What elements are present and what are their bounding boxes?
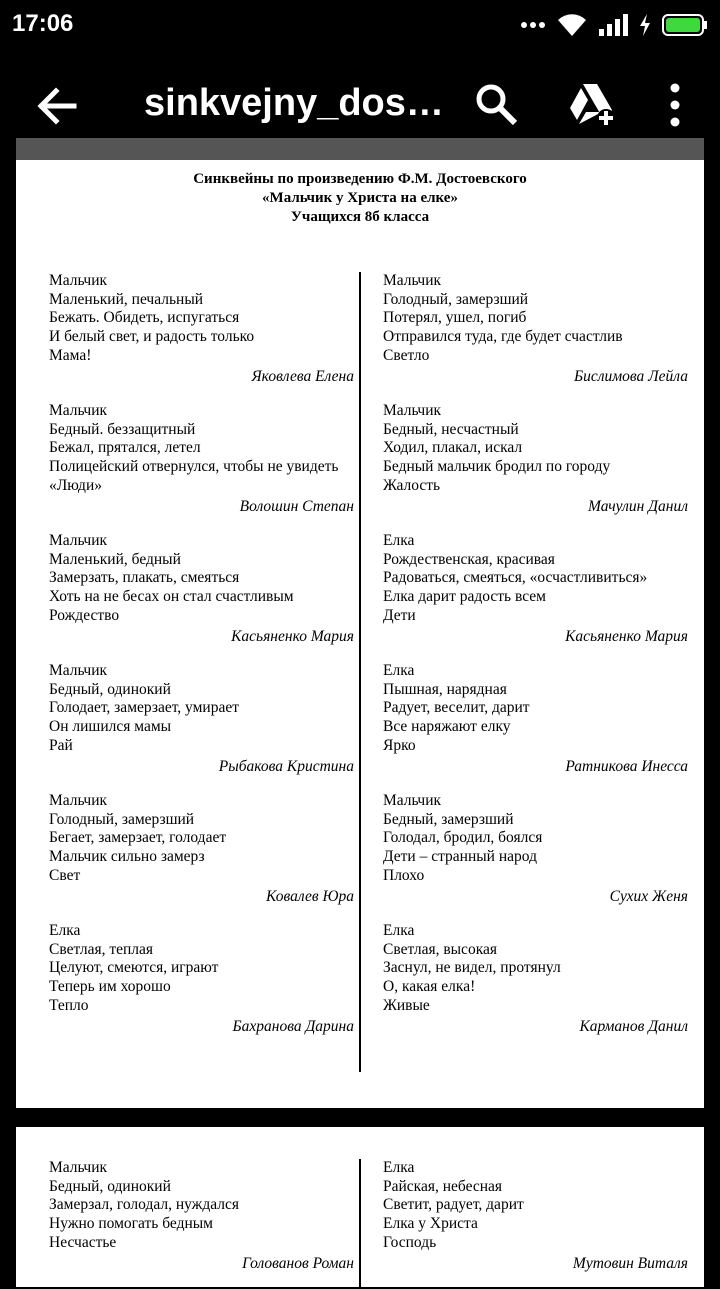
poem-line: Бедный, одинокий [49,680,171,698]
poem-line: Бежал, прятался, летел [49,439,201,457]
poem-line: Ходил, плакал, искал [383,439,523,457]
poem-line: Бедный, несчастный [383,420,519,438]
poem-line: Светит, радует, дарит [383,1196,524,1214]
poem-line: Пышная, нарядная [383,680,507,698]
poem-line: И белый свет, и радость только [49,328,255,346]
poem-line: Елка дарит радость всем [383,588,546,606]
poem-line: Плохо [383,866,425,884]
poem-line: Замерзать, плакать, смеяться [49,569,240,587]
status-bar [0,0,720,50]
poem-block [49,272,354,386]
poem-line: Рождество [49,606,120,624]
poem-block [49,922,354,1036]
poem-line: Теперь им хорошо [49,978,171,996]
poem-line: Голодный, замерзший [383,290,529,308]
poem-author: Рыбакова Кристина [218,757,354,775]
poem-line: Мальчик [49,792,108,809]
poem-line: Мальчик [49,1159,108,1176]
document-page-1 [16,160,704,1108]
poem-author: Яковлева Елена [251,367,354,385]
drive-add-icon[interactable] [568,82,618,128]
poem-block [49,1159,354,1273]
poem-line: Целуют, смеются, играют [49,959,219,977]
poem-line: Голодный, замерзший [49,810,195,828]
doc-heading-3: Учащихся 8б класса [290,209,430,225]
poem-author: Волошин Степан [239,497,354,515]
poem-line: Замерзал, голодал, нуждался [49,1196,240,1214]
poem-author: Мутовин Виталя [572,1254,688,1272]
poem-line: Елка у Христа [383,1215,478,1233]
more-vert-icon[interactable] [660,82,690,128]
poem-line: Нужно помогать бедным [49,1215,213,1233]
poem-line: Мальчик [49,532,108,549]
poem-line: Елка [383,532,415,549]
poem-line: Рождественская, красивая [383,550,555,568]
battery-icon [662,13,708,37]
poem-line: Ярко [383,736,416,754]
poem-line: Елка [383,1159,415,1176]
poem-line: Живые [383,996,430,1014]
poem-line: Хоть на не бесах он стал счастливым [49,588,294,606]
status-icons [520,10,708,40]
poem-line: Мальчик [383,402,442,419]
poem-line: Дети – странный народ [383,848,537,866]
poem-line: Светло [383,346,430,364]
poem-line: Елка [383,922,415,939]
column-divider [359,272,361,1072]
poem-line: Заснул, не видел, протянул [383,959,561,977]
poem-block [383,662,688,776]
doc-heading-2: «Мальчик у Христа на елке» [262,190,458,206]
poem-line: Радует, веселит, дарит [383,699,530,717]
poem-block [383,922,688,1036]
poem-line: Голодает, замерзает, умирает [49,699,239,717]
poem-line: Маленький, печальный [49,290,204,308]
wifi-icon [556,12,588,38]
poem-block [383,402,688,516]
charging-icon [638,13,652,37]
poem-line: Дети [383,606,416,624]
document-page-2 [16,1127,704,1287]
dots-icon [520,20,546,30]
poem-line: Тепло [49,996,89,1014]
poem-line: Светлая, теплая [49,940,154,958]
document-title: sinkvejny_dos… [144,82,444,124]
poem-line: Мальчик [49,662,108,679]
poem-block [49,532,354,646]
page-header-bar [16,138,704,160]
poem-line: Голодал, бродил, боялся [383,829,543,847]
poem-line: Господь [383,1233,437,1251]
poem-author: Ратникова Инесса [565,757,688,775]
status-time: 17:06 [12,10,74,37]
poem-line: Все наряжают елку [383,718,511,736]
poem-block [49,402,354,516]
poem-author: Сухих Женя [609,887,688,905]
poem-line: О, какая елка! [383,978,476,996]
poem-line: Радоваться, смеяться, «осчастливиться» [383,569,648,587]
search-icon[interactable] [474,82,518,126]
poem-line: Елка [49,922,81,939]
poem-line: Жалость [383,476,441,494]
doc-heading-1: Синквейны по произведению Ф.М. Достоевского [193,171,527,187]
poem-line: Мальчик [49,402,108,419]
poem-line: Мама! [49,346,92,364]
poem-line: Он лишился мамы [49,718,172,736]
poem-line: Бедный. беззащитный [49,420,196,438]
poem-author: Бахранова Дарина [232,1017,354,1035]
poem-author: Мачулин Данил [588,497,688,515]
poem-line: «Люди» [49,476,102,494]
poem-line: Свет [49,866,81,884]
poem-line: Отправился туда, где будет счастлив [383,328,623,346]
signal-icon [598,13,628,37]
poem-line: Райская, небесная [383,1177,503,1195]
poem-line: Светлая, высокая [383,940,497,958]
poem-line: Полицейский отвернулся, чтобы не увидеть [49,458,339,476]
poem-line: Мальчик [49,272,108,289]
poem-line: Елка [383,662,415,679]
poem-author: Касьяненко Мария [565,627,688,645]
back-arrow-icon[interactable] [30,80,82,132]
poem-author: Карманов Данил [579,1017,688,1035]
poem-block [49,662,354,776]
poem-line: Мальчик [383,792,442,809]
poem-line: Потерял, ушел, погиб [383,309,527,327]
poem-block [383,532,688,646]
poem-line: Бедный, замерзший [383,810,514,828]
poem-line: Бедный мальчик бродил по городу [383,458,611,476]
poem-author: Бислимова Лейла [574,367,688,385]
poem-line: Бедный, одинокий [49,1177,171,1195]
poem-author: Касьяненко Мария [231,627,354,645]
poem-line: Несчастье [49,1233,117,1251]
poem-line: Рай [49,736,73,754]
poem-line: Маленький, бедный [49,550,181,568]
poem-block [383,1159,688,1273]
poem-block [383,792,688,906]
poem-line: Бежать. Обидеть, испугаться [49,309,240,327]
poem-line: Бегает, замерзает, голодает [49,829,227,847]
poem-block [49,792,354,906]
poem-author: Ковалев Юра [266,887,354,905]
poem-block [383,272,688,386]
poem-line: Мальчик [383,272,442,289]
poem-line: Мальчик сильно замерз [49,848,205,866]
poem-author: Голованов Роман [242,1254,354,1272]
column-divider [359,1159,361,1289]
